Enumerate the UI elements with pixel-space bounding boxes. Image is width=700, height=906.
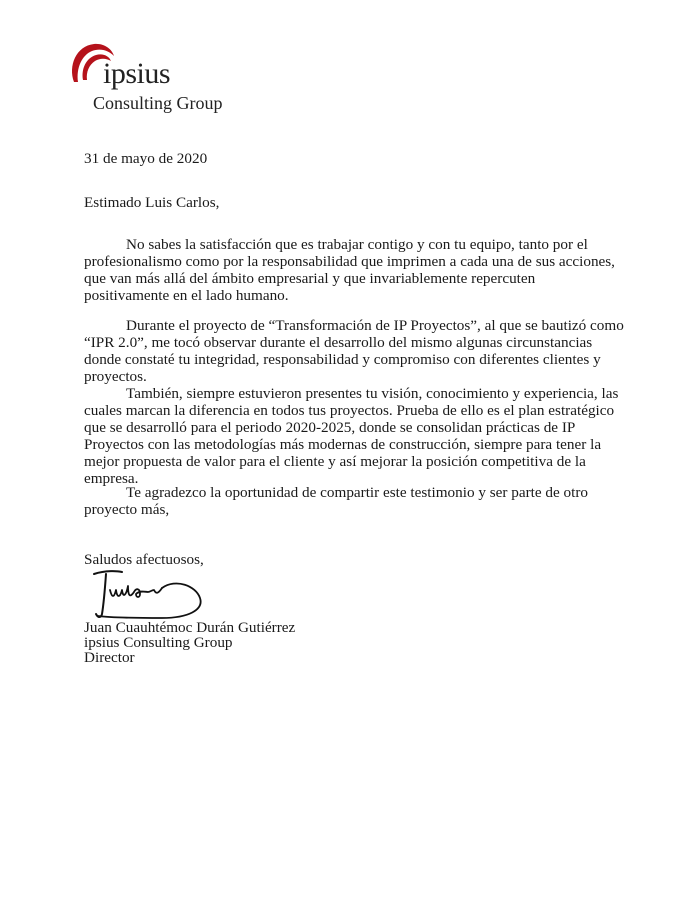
signer-name: Juan Cuauhtémoc Durán Gutiérrez	[84, 619, 296, 636]
letter-date: 31 de mayo de 2020	[84, 150, 208, 167]
body-paragraph-2: Durante el proyecto de “Transformación de IP Proyectos”, al que se bautizó como “IPR 2.0”, me tocó observar durante el desarrollo del mismo algunas circunstancias donde constaté tu integridad, responsabilidad y compromiso con diferentes clientes y proyectos.	[84, 317, 624, 385]
signer-company: ipsius Consulting Group	[84, 634, 233, 651]
company-logo	[66, 38, 246, 118]
logo-wordmark: ipsius	[103, 57, 171, 90]
body-paragraph-4: Te agradezco la oportunidad de compartir este testimonio y ser parte de otro proyecto más,	[84, 484, 588, 518]
signer-title: Director	[84, 649, 135, 666]
body-paragraph-1: No sabes la satisfacción que es trabajar contigo y con tu equipo, tanto por el profesionalismo como por la responsabilidad que imprimen a cada una de sus acciones, que van más allá del ámbito empresarial y que invariablemente repercuten positivamente en el lado humano.	[84, 236, 615, 304]
body-paragraph-3: También, siempre estuvieron presentes tu visión, conocimiento y experiencia, las cuales marcan la diferencia en todos tus proyectos. Prueba de ello es el plan estratégico que se desarrolló para el periodo 2020-2025, donde se consolidan prácticas de IP Proyectos con las metodologías más modernas de construcción, siempre para tener la mejor propuesta de valor para el cliente y así mejorar la posición competitiva de la empresa.	[84, 385, 619, 487]
handwritten-signature	[92, 568, 204, 624]
logo-subtitle: Consulting Group	[93, 93, 223, 113]
letter-closing: Saludos afectuosos,	[84, 551, 204, 568]
letter-greeting: Estimado Luis Carlos,	[84, 194, 220, 211]
signature-block	[84, 620, 295, 665]
